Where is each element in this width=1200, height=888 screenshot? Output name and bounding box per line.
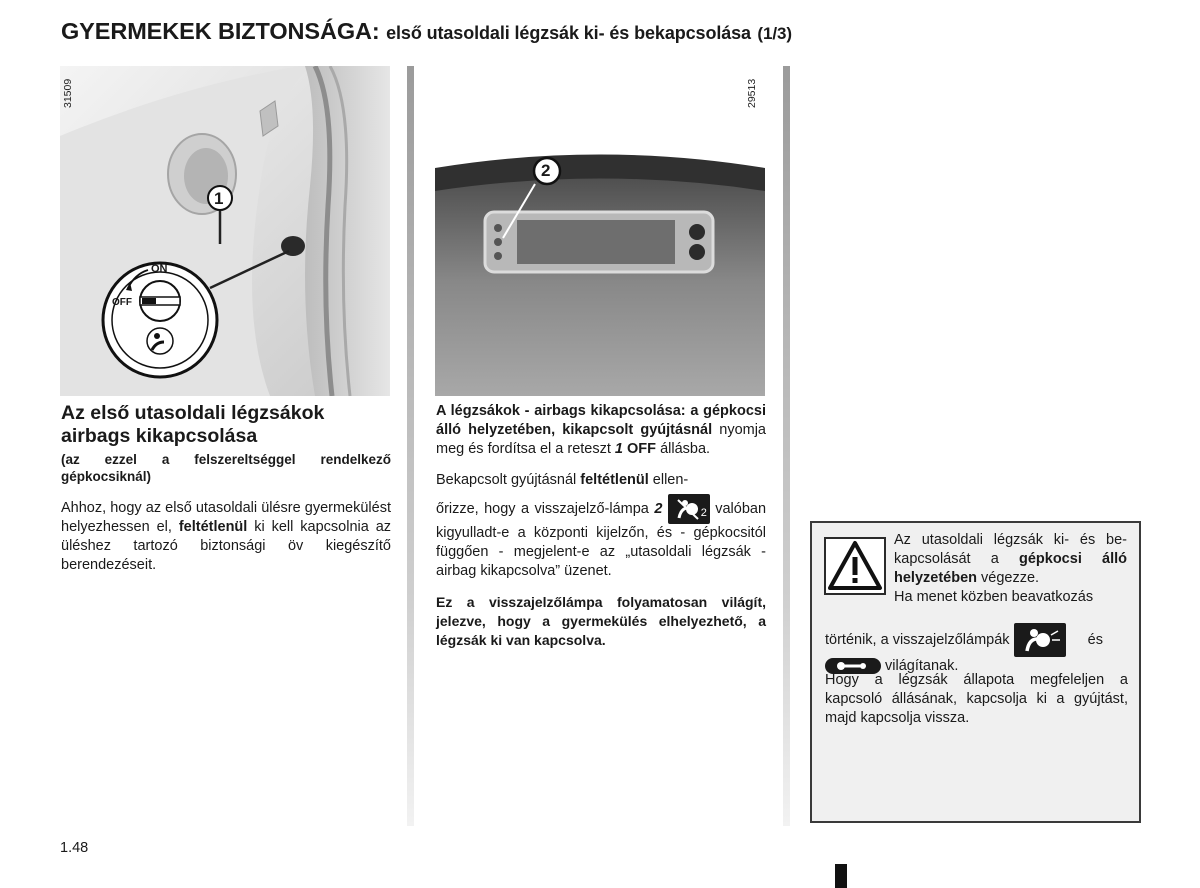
deactivation-bold: A légzsákok - airbags kikapcsolása: a gépkocsi álló helyzetében, kikapcsolt gyújtásnál: [436, 403, 766, 438]
intro-text-a: Ahhoz, hogy az első utasoldali ülésre gyermekülést helyezhessen el,: [61, 500, 391, 535]
deactivation-end: állásba.: [660, 441, 711, 457]
section-subheading: (az ezzel a felszereltséggel rendelkező gépkocsiknál): [61, 452, 391, 484]
intro-text-b: ki kell kapcsolnia az üléshez tartozó biztonsági öv kiegészítő berendezéseit.: [61, 519, 392, 573]
warning-mid-a: történik, a visszajelzőlámpák: [825, 631, 1010, 648]
check-text-a: Bekapcsolt gyújtásnál: [436, 472, 577, 488]
check-text-c: őrizze, hogy a visszajelző-lámpa: [436, 500, 649, 517]
warning-box: [810, 521, 1141, 823]
page-number: 1.48: [60, 840, 89, 856]
title-main: GYERMEKEK BIZTONSÁGA:: [61, 18, 380, 44]
heading-line-2: airbags kikapcsolása: [61, 425, 258, 447]
figure-code: 29513: [746, 78, 758, 108]
label-on: ON: [151, 263, 168, 275]
label-off: OFF: [112, 297, 132, 308]
check-text-b: ellen-: [652, 472, 689, 488]
check-paragraph: [436, 471, 766, 490]
callout-2: 2: [541, 161, 551, 180]
airbag-off-lamp-icon: [668, 494, 710, 524]
warning-text-mid: [825, 623, 1128, 676]
page-title: [61, 18, 792, 45]
callout-1: 1: [214, 189, 224, 208]
switch-number: 1: [614, 441, 623, 457]
switch-off-label: OFF: [627, 441, 657, 457]
lamp-meaning-paragraph: Ez a visszajelzőlámpa folyamatosan világít, jelezve, hogy a gyermekülés elhelyezhető, a légzsák ki van kapcsolva.: [436, 594, 766, 648]
column-1-text: [61, 402, 391, 575]
edge-tab-mark: [835, 864, 847, 888]
warning-text-c: Ha menet közben beavatkozás: [894, 589, 1094, 605]
check-text-d: valóban kigyulladt-e a központi kijelzőn, és - gépkocsitól függően - megjelent-e az „utasoldali légzsák - airbag kikapcsolva” üzenet.: [436, 500, 767, 579]
deactivation-paragraph: [436, 402, 766, 459]
airbag-switch-illustration: [60, 66, 390, 396]
heading-line-1: Az első utasoldali légzsákok: [61, 402, 325, 424]
warning-text-b: végezze.: [981, 570, 1040, 586]
column-divider: [783, 66, 790, 826]
intro-bold: feltétlenül: [178, 519, 248, 535]
check-bold: feltétlenül: [580, 472, 649, 488]
column-2-text: [436, 402, 766, 650]
dashboard-display-drawing: [435, 66, 765, 396]
title-subtitle: első utasoldali légzsák ki- és bekapcsolása: [386, 23, 751, 43]
dashboard-display-illustration: [435, 66, 765, 396]
warning-bold: gépkocsi álló helyzetében: [894, 551, 1127, 586]
lamp-icon-index: 2: [700, 507, 707, 519]
warning-text-bottom: Hogy a légzsák állapota megfeleljen a kapcsoló állásának, kapcsolja ki a gyújtást, majd kapcsolja vissza.: [825, 672, 1128, 726]
lamp-number: 2: [654, 500, 663, 517]
warning-mid-c: világítanak.: [885, 658, 959, 674]
warning-text-top: [894, 531, 1127, 607]
airbag-switch-drawing: [60, 66, 390, 396]
deactivation-text: nyomja meg és fordítsa el a reteszt: [436, 422, 766, 457]
section-heading: [61, 402, 391, 448]
column-divider: [407, 66, 414, 826]
intro-paragraph: [61, 499, 391, 575]
airbag-warning-icon: [1014, 623, 1066, 657]
title-page-indicator: (1/3): [757, 24, 792, 43]
warning-triangle-icon: [824, 537, 886, 595]
warning-mid-b: és: [1087, 631, 1103, 648]
check-paragraph-cont: [436, 494, 766, 581]
warning-text-a: Az utasoldali légzsák ki- és bekapcsolását a: [894, 532, 1127, 567]
figure-code: 31509: [62, 78, 74, 108]
